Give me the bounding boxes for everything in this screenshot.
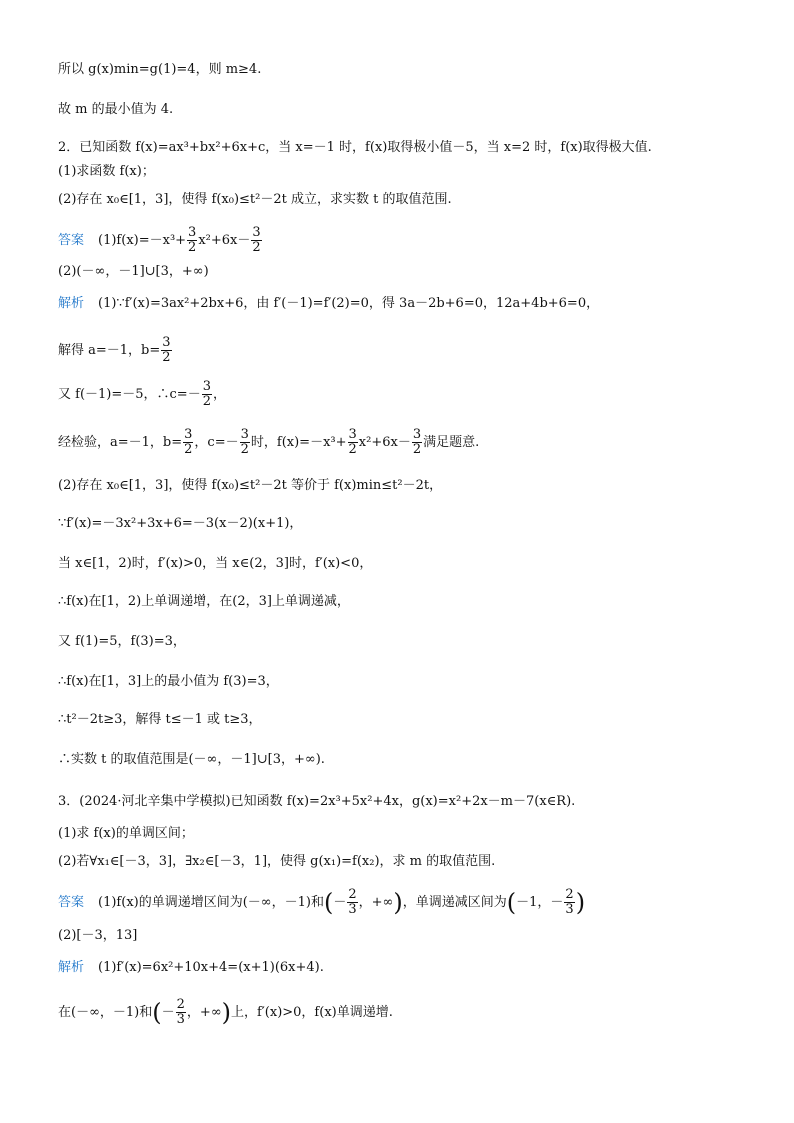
text-line: ∴f(x)在[1，2)上单调递增，在(2，3]上单调递减， xyxy=(58,594,350,609)
fraction: $\frac{3}{2}$ xyxy=(202,379,211,409)
fraction: $\frac{3}{2}$ xyxy=(188,225,197,255)
text-line: (1)求函数 f(x)； xyxy=(58,164,155,179)
fraction: $\frac{3}{2}$ xyxy=(412,427,422,457)
answer-line xyxy=(58,226,263,255)
text-line: (2)[－3，13] xyxy=(58,928,138,943)
left-paren: ( xyxy=(323,888,334,917)
text-line: 解得 a=－1，b= $\frac{3}{2}$ xyxy=(58,335,171,365)
answer-tag: 答案 xyxy=(58,895,85,910)
text-line: ∵f′(x)=－3x²+3x+6=－3(x－2)(x+1)， xyxy=(58,516,303,531)
fraction: $\frac{3}{2}$ xyxy=(184,427,193,457)
analysis-line: 解析 (1)f′(x)=6x²+10x+4=(x+1)(6x+4). xyxy=(58,960,324,975)
answer-text: (1)f(x)=－x³+ xyxy=(98,233,187,248)
text-line: 又 f(－1)=－5，∴c=－ $\frac{3}{2}$ ， xyxy=(58,379,226,409)
analysis-tag: 解析 xyxy=(58,960,85,975)
answer-text: x²+6x－ xyxy=(198,233,251,248)
fraction: $\frac{2}{3}$ xyxy=(176,997,185,1027)
problem-3-statement: 3．(2024·河北辛集中学模拟)已知函数 f(x)=2x³+5x²+4x，g(x)=x²+2x－m－7(x∈R). xyxy=(58,794,576,809)
analysis-line xyxy=(58,296,599,312)
answer-tag: 答案 xyxy=(58,233,85,248)
fraction: $\frac{3}{2}$ xyxy=(252,225,261,255)
right-paren: ) xyxy=(393,888,403,917)
text-line: 故 m 的最小值为 4. xyxy=(58,102,174,117)
text-line: 当 x∈[1，2)时，f′(x)>0，当 x∈(2，3]时，f′(x)<0， xyxy=(58,556,373,571)
text-line: ∴实数 t 的取值范围是(－∞，－1]∪[3，+∞). xyxy=(58,752,325,767)
fraction: $\frac{2}{3}$ xyxy=(348,887,357,917)
text-line: (1)求 f(x)的单调区间； xyxy=(58,826,194,841)
left-paren: ( xyxy=(506,888,517,917)
text-line: 又 f(1)=5，f(3)=3， xyxy=(58,634,186,649)
fraction: $\frac{3}{2}$ xyxy=(348,427,357,457)
text-line: 在(－∞，－1)和(－ $\frac{2}{3}$ ，+∞)上，f′(x)>0，f(x)单调递增. xyxy=(58,997,393,1027)
right-paren: ) xyxy=(575,888,586,917)
analysis-text: (1)∵f′(x)=3ax²+2bx+6，由 f′(－1)=f′(2)=0，得 3a－2b+6=0，12a+4b+6=0， xyxy=(98,296,600,311)
text-line: 所以 g(x)min=g(1)=4，则 m≥4. xyxy=(58,62,262,77)
left-paren: ( xyxy=(152,998,162,1027)
text-line: ∴t²－2t≥3，解得 t≤－1 或 t≥3， xyxy=(58,712,262,727)
text-line: (2)存在 x₀∈[1，3]，使得 f(x₀)≤t²－2t 等价于 f(x)min≤t²－2t， xyxy=(58,478,443,493)
text-line: 经检验，a=－1，b= $\frac{3}{2}$ ，c=－ $\frac{3}{2}$ 时，f(x)=－x³+ $\frac{3}{2}$ x²+6x－ $\frac{3}{2}$ 满足题意. xyxy=(58,427,480,457)
text-line: (2)若∀x₁∈[－3，3]，∃x₂∈[－3，1]，使得 g(x₁)=f(x₂)，求 m 的取值范围. xyxy=(58,854,496,869)
fraction: $\frac{2}{3}$ xyxy=(565,887,574,917)
text-line: ∴f(x)在[1，3]上的最小值为 f(3)=3， xyxy=(58,674,279,689)
fraction: $\frac{3}{2}$ xyxy=(162,335,171,365)
fraction: $\frac{3}{2}$ xyxy=(240,427,249,457)
right-paren: ) xyxy=(221,998,232,1027)
text-line: (2)存在 x₀∈[1，3]，使得 f(x₀)≤t²－2t 成立，求实数 t 的取值范围. xyxy=(58,192,452,207)
text-line: (2)(－∞，－1]∪[3，+∞) xyxy=(58,264,209,279)
answer-line: 答案 (1)f(x)的单调递增区间为(－∞，－1)和(－ $\frac{2}{3}$ ，+∞)，单调递减区间为(－1，－ $\frac{2}{3}$ ) xyxy=(58,887,586,917)
problem-2-statement: 2．已知函数 f(x)=ax³+bx²+6x+c，当 x=－1 时，f(x)取得极小值－5，当 x=2 时，f(x)取得极大值. xyxy=(58,140,652,155)
analysis-tag: 解析 xyxy=(58,296,85,311)
